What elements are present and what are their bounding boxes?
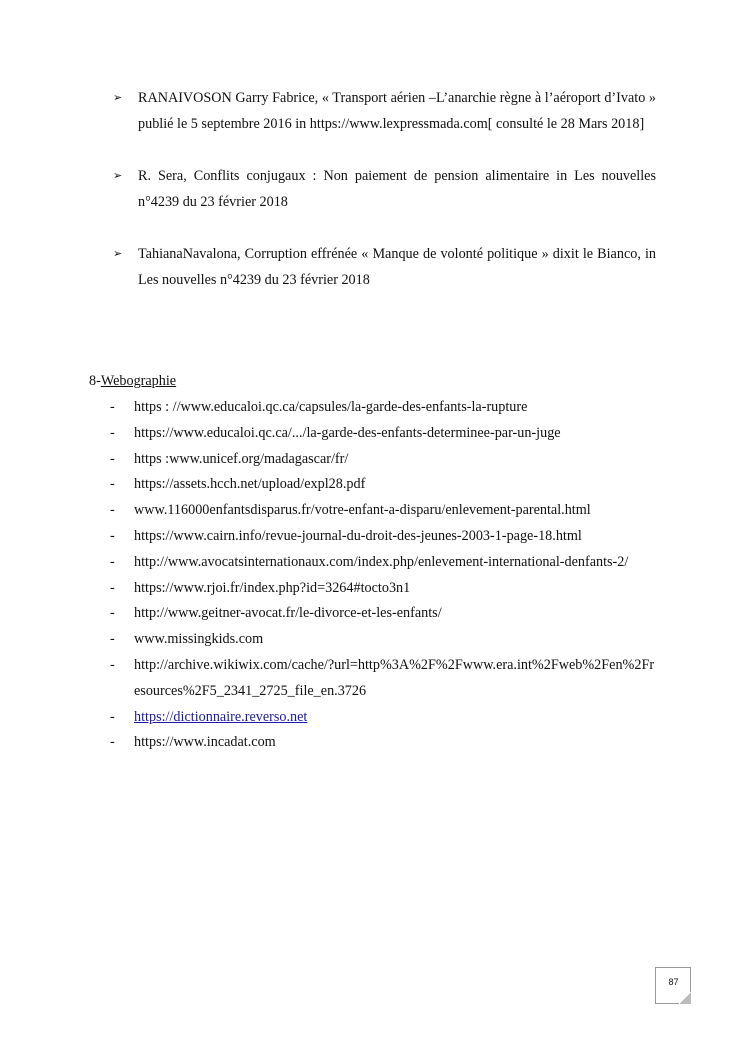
list-item (110, 730, 660, 756)
dash-marker: - (110, 631, 115, 648)
list-item (110, 653, 660, 705)
page-box-edge (656, 1003, 680, 1004)
url-text: https://www.educaloi.qc.ca/.../la-garde-des-enfants-determinee-par-un-juge (134, 424, 561, 441)
page-box-edge (690, 968, 691, 993)
page-curl-icon (679, 992, 691, 1004)
arrow-bullet-icon: ➢ (113, 91, 123, 104)
dash-marker: - (110, 527, 115, 544)
dash-marker: - (110, 734, 115, 751)
reference-item (113, 163, 656, 215)
reference-text: RANAIVOSON Garry Fabrice, « Transport aérien –L’anarchie règne à l’aéroport d’Ivato » publié le 5 septembre 2016 in https://www.lexpressmada.com[ consulté le 28 Mars 2018] (138, 90, 656, 132)
reference-text: TahianaNavalona, Corruption effrénée « Manque de volonté politique » dixit le Bianco, in Les nouvelles n°4239 du 23 février 2018 (138, 246, 656, 288)
arrow-bullet-icon: ➢ (113, 169, 123, 182)
arrow-bullet-icon: ➢ (113, 247, 123, 260)
url-text: https://www.incadat.com (134, 734, 276, 751)
dash-marker: - (110, 424, 115, 441)
list-item (110, 627, 660, 653)
list-item (110, 472, 660, 498)
dash-marker: - (110, 605, 115, 622)
dash-marker: - (110, 450, 115, 467)
dash-marker: - (110, 399, 115, 415)
dash-marker: - (110, 553, 115, 570)
url-text: https://assets.hcch.net/upload/expl28.pdf (134, 476, 366, 493)
url-text: https : //www.educaloi.qc.ca/capsules/la-garde-des-enfants-la-rupture (134, 399, 528, 415)
reference-text: R. Sera, Conflits conjugaux : Non paiement de pension alimentaire in Les nouvelles n°4239 du 23 février 2018 (138, 168, 656, 210)
references-list (113, 85, 656, 293)
page-number: 87 (668, 977, 679, 987)
url-text: http://www.avocatsinternationaux.com/index.php/enlevement-international-denfants-2/ (134, 553, 629, 570)
url-text: http://archive.wikiwix.com/cache/?url=http%3A%2F%2Fwww.era.int%2Fweb%2Fen%2Fresources%2F5_2341_2725_file_en.3726 (134, 656, 655, 699)
section-number: 8- (89, 373, 101, 389)
list-item (110, 421, 660, 447)
list-item (110, 705, 660, 731)
reference-item (113, 85, 656, 137)
dash-marker: - (110, 708, 115, 725)
dash-marker: - (110, 476, 115, 493)
list-item (110, 395, 660, 421)
list-item (110, 601, 660, 627)
section-heading (89, 370, 176, 392)
reference-item (113, 241, 656, 293)
list-item (110, 447, 660, 473)
url-text: https :www.unicef.org/madagascar/fr/ (134, 450, 349, 467)
webographie-list (110, 395, 660, 756)
dash-marker: - (110, 656, 115, 673)
list-item (110, 524, 660, 550)
reverso-link[interactable]: https://dictionnaire.reverso.net (134, 708, 308, 725)
list-item (110, 576, 660, 602)
url-text: www.116000enfantsdisparus.fr/votre-enfant-a-disparu/enlevement-parental.html (134, 502, 591, 519)
page-number-box (655, 967, 691, 1004)
section-title: Webographie (100, 373, 177, 389)
url-text: https://www.cairn.info/revue-journal-du-droit-des-jeunes-2003-1-page-18.html (134, 527, 582, 544)
url-text: http://www.geitner-avocat.fr/le-divorce-et-les-enfants/ (134, 605, 442, 622)
dash-marker: - (110, 579, 115, 596)
url-text: www.missingkids.com (134, 631, 264, 648)
list-item (110, 498, 660, 524)
url-text: https://www.rjoi.fr/index.php?id=3264#tocto3n1 (134, 579, 411, 596)
dash-marker: - (110, 502, 115, 519)
list-item (110, 550, 660, 576)
